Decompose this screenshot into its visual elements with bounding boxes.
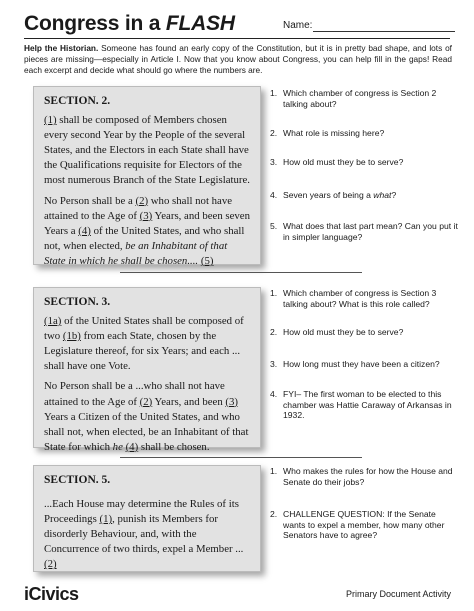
excerpt-text: from each State, chosen by the Legislature thereof, for six Years; and each ... shall have one Vote. xyxy=(44,330,241,373)
blank-marker: (1a) xyxy=(44,315,62,328)
blank-marker: (1b) xyxy=(62,330,81,343)
question-number: 3. xyxy=(270,359,278,369)
question-item xyxy=(270,190,460,201)
section-2-excerpt xyxy=(33,86,261,265)
question-number: 1. xyxy=(270,288,278,298)
question-number: 3. xyxy=(270,157,278,167)
question-item xyxy=(270,157,460,168)
question-item xyxy=(270,327,460,338)
question-text: How old must they be to serve? xyxy=(283,157,404,167)
excerpt-text: shall be composed of Members chosen every second Year by the People of the several States, and the Electors in each State shall have the Qualifications requisite for Electors of the most numerous Branch of the State Legislature. xyxy=(44,114,250,187)
question-item xyxy=(270,221,460,242)
blank-marker: (1) xyxy=(99,513,113,526)
question-text: FYI– The first woman to be elected to this chamber was Hattie Caraway of Arkansas in 1932. xyxy=(283,389,452,421)
excerpt-text: of the United States, and who shall not, when elected, xyxy=(44,224,245,252)
question-number: 4. xyxy=(270,389,278,399)
blank-marker: (5) xyxy=(200,254,214,267)
blank-marker: (3) xyxy=(225,395,239,408)
page-title xyxy=(24,12,235,36)
blank-marker: (4) xyxy=(125,440,139,453)
intro-text: Someone has found an early copy of the Constitution, but it is in pretty bad shape, and lots of pieces are missing—especially in Article I. Now that you know about Congress, you can help fill in the gaps! Read each excerpt and decide what should go where the numbers are. xyxy=(24,43,452,75)
name-line xyxy=(313,31,455,32)
question-item xyxy=(270,128,460,139)
question-item xyxy=(270,288,460,309)
question-text: Who makes the rules for how the House and Senate do their jobs? xyxy=(283,466,453,487)
name-label: Name: xyxy=(283,20,313,31)
section-5-excerpt xyxy=(33,465,261,572)
section-3-paragraph-2 xyxy=(44,379,251,454)
blank-marker: (3) xyxy=(139,209,153,222)
intro-lead: Help the Historian. xyxy=(24,43,99,53)
excerpt-text: of the United States shall be composed of two xyxy=(44,315,244,343)
question-item xyxy=(270,88,460,109)
blank-marker: (2) xyxy=(135,194,149,207)
blank-marker: (4) xyxy=(78,224,91,237)
question-item xyxy=(270,466,460,487)
excerpt-text: Years, and been seven Years a xyxy=(44,209,250,237)
question-number: 1. xyxy=(270,466,278,476)
question-text: What does that last part mean? Can you put it in simpler language? xyxy=(283,221,458,242)
excerpt-italic: he xyxy=(112,440,123,453)
question-text: How old must they be to serve? xyxy=(283,327,404,337)
excerpt-italic: be an Inhabitant of that State in which he shall be chosen.... xyxy=(44,239,228,267)
question-item xyxy=(270,509,460,541)
excerpt-text: Years, and been xyxy=(152,395,226,408)
section-divider xyxy=(120,457,362,458)
question-text xyxy=(283,190,460,201)
question-item xyxy=(270,389,460,421)
blank-marker: (2) xyxy=(139,395,153,408)
question-number: 1. xyxy=(270,88,278,98)
section-2-paragraph-2 xyxy=(44,194,251,269)
section-2-paragraph-1 xyxy=(44,113,251,188)
question-number: 4. xyxy=(270,190,278,200)
intro-paragraph xyxy=(24,43,452,76)
question-number: 2. xyxy=(270,509,278,519)
section-5-title: SECTION. 5. xyxy=(44,474,111,486)
excerpt-text: No Person shall be a ...who shall not have attained to the Age of xyxy=(44,380,225,408)
question-text-part: Seven years of being a xyxy=(283,190,374,200)
question-number: 2. xyxy=(270,128,278,138)
question-text: Which chamber of congress is Section 2 talking about? xyxy=(283,88,437,109)
question-number: 5. xyxy=(270,221,278,231)
title-flash: FLASH xyxy=(165,12,235,35)
excerpt-text: No Person shall be a xyxy=(44,194,136,207)
excerpt-text: shall be chosen. xyxy=(138,440,210,453)
icivics-logo: iCivics xyxy=(24,584,79,604)
blank-marker: (1) xyxy=(44,114,57,127)
question-item xyxy=(270,359,460,370)
question-text: What role is missing here? xyxy=(283,128,385,138)
question-text-part: ? xyxy=(391,190,397,200)
section-3-paragraph-1 xyxy=(44,314,251,374)
section-5-paragraph-1 xyxy=(44,497,251,572)
excerpt-text: ...Each House may determine the Rules of its Proceedings xyxy=(44,498,239,526)
question-text-italic: what xyxy=(373,190,392,200)
question-text: How long must they have been a citizen? xyxy=(283,359,440,369)
question-text: Which chamber of congress is Section 3 talking about? What is this role called? xyxy=(283,288,437,309)
section-3-excerpt xyxy=(33,287,261,453)
section-3-title: SECTION. 3. xyxy=(44,296,111,308)
excerpt-text: who shall not have attained to the Age of xyxy=(44,194,233,222)
section-2-title: SECTION. 2. xyxy=(44,95,111,107)
blank-marker: (2) xyxy=(44,558,57,571)
title-prefix: Congress in a xyxy=(24,12,166,35)
footer-label: Primary Document Activity xyxy=(346,589,452,599)
section-divider xyxy=(120,272,362,273)
excerpt-text: Years a Citizen of the United States, and who shall not, when elected, be an Inhabitant of that State for which xyxy=(44,410,249,453)
question-number: 2. xyxy=(270,327,278,337)
question-text: CHALLENGE QUESTION: If the Senate wants to expel a member, how many other Senators have to agree? xyxy=(283,509,445,541)
excerpt-text: , punish its Members for disorderly Behaviour, and, with the Concurrence of two thirds, expel a Member ... xyxy=(44,513,244,556)
title-rule xyxy=(24,38,450,39)
